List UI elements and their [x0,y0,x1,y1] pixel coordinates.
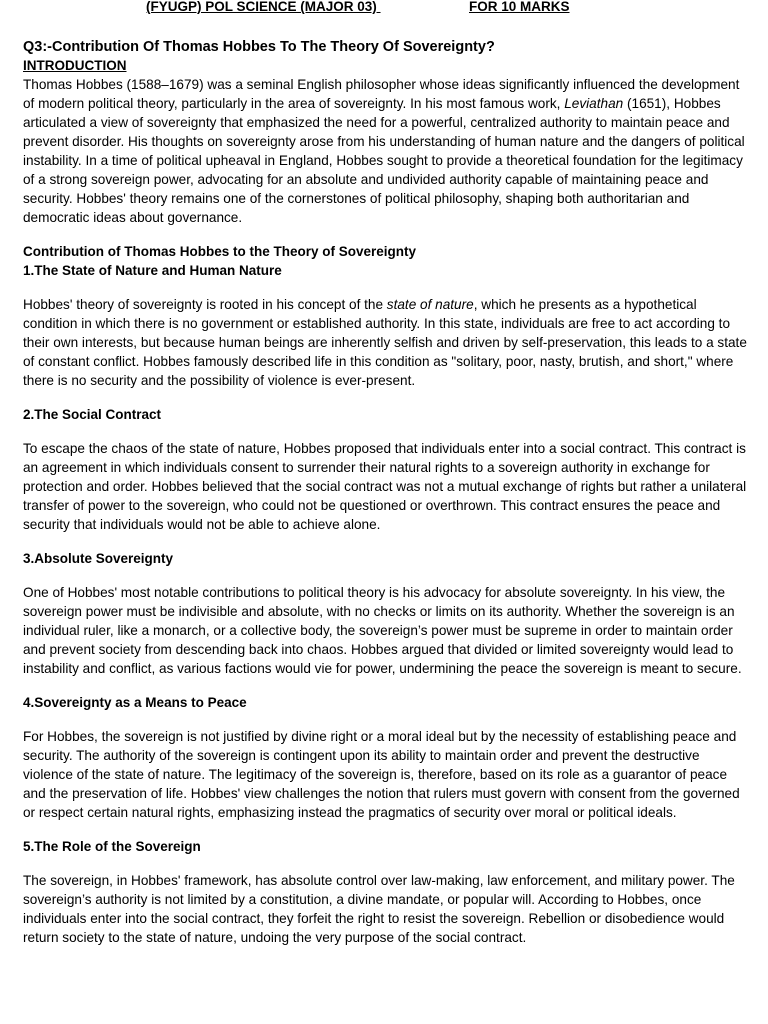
section-2-paragraph: To escape the chaos of the state of nature, Hobbes proposed that individuals enter into a social contract. This contract is an agreement in which individuals consent to surrender their natural rights to a sovereign authority in exchange for protection and order. Hobbes believed that the social contract was not a mutual exchange of rights but rather a unilateral transfer of power to the sovereign, who could not be questioned or overthrown. This contract ensures the peace and security that individuals would not be able to achieve alone. [23,441,747,532]
section-3-paragraph: One of Hobbes' most notable contributions to political theory is his advocacy for absolute sovereignty. In his view, the sovereign power must be indivisible and absolute, with no checks or limits on its authority. Whether the sovereign is an individual ruler, like a monarch, or a collective body, the sovereign’s power must be supreme in order to maintain order and prevent society from descending back into chaos. Hobbes argued that divided or limited sovereignty would lead to instability and conflict, as various factions would vie for power, undermining the peace the sovereign is meant to secure. [23,585,742,676]
leviathan-title: Leviathan [564,96,624,111]
section-2-heading: 2.The Social Contract [23,407,162,422]
intro-heading: INTRODUCTION [23,58,127,73]
section-1-text-1: Hobbes' theory of sovereignty is rooted in his concept of the [23,297,387,312]
course-header: (FYUGP) POL SCIENCE (MAJOR 03) [146,0,381,14]
intro-paragraph [23,75,753,227]
intro-text-2: (1651), Hobbes articulated a view of sovereignty that emphasized the need for a powerful, centralized authority to maintain peace and prevent disorder. His thoughts on sovereignty arose from his understanding of human nature and the dangers of political instability. In a time of political upheaval in England, Hobbes sought to provide a theoretical foundation for the legitimacy of a strong sovereign power, advocating for an absolute and undivided authority capable of maintaining peace and security. Hobbes' theory remains one of the cornerstones of political philosophy, shaping both authoritarian and democratic ideas about governance. [23,96,745,225]
document-body [23,38,753,947]
contribution-heading: Contribution of Thomas Hobbes to the Theory of Sovereignty [23,244,417,259]
section-1-paragraph [23,295,753,390]
section-5-paragraph: The sovereign, in Hobbes' framework, has absolute control over law-making, law enforcement, and military power. The sovereign’s authority is not limited by a constitution, a divine mandate, or popular will. According to Hobbes, once individuals enter into the social contract, they forfeit the right to resist the sovereign. Rebellion or disobedience would return society to the state of nature, undoing the very purpose of the social contract. [23,873,735,945]
question-title: Q3:-Contribution Of Thomas Hobbes To The Theory Of Sovereignty? [23,39,495,55]
section-1-heading: 1.The State of Nature and Human Nature [23,263,282,278]
section-4-heading: 4.Sovereignty as a Means to Peace [23,695,247,710]
section-3-heading: 3.Absolute Sovereignty [23,551,174,566]
section-4-paragraph: For Hobbes, the sovereign is not justified by divine right or a moral ideal but by the necessity of establishing peace and security. The authority of the sovereign is contingent upon its ability to maintain order and prevent the destructive violence of the state of nature. The legitimacy of the sovereign is, therefore, based on its role as a guarantor of peace and the preservation of life. Hobbes' view challenges the notion that rulers must govern with consent from the governed or respect certain natural rights, emphasizing instead the pragmatics of security over moral or political ideals. [23,729,740,820]
section-1-text-2: , which he presents as a hypothetical condition in which there is no government or established authority. In this state, individuals are free to act according to their own interests, but because human beings are inherently selfish and driven by self-preservation, this leads to a state of constant conflict. Hobbes famously described life in this condition as "solitary, poor, nasty, brutish, and short," where there is no security and the possibility of violence is ever-present. [23,297,747,388]
section-5-heading: 5.The Role of the Sovereign [23,839,201,854]
state-of-nature-term: state of nature [386,297,474,312]
marks-header: FOR 10 MARKS [469,0,570,14]
intro-text-1: Thomas Hobbes (1588–1679) was a seminal English philosopher whose ideas significantly influenced the development of modern political theory, particularly in the area of sovereignty. In his most famous work, [23,77,740,111]
